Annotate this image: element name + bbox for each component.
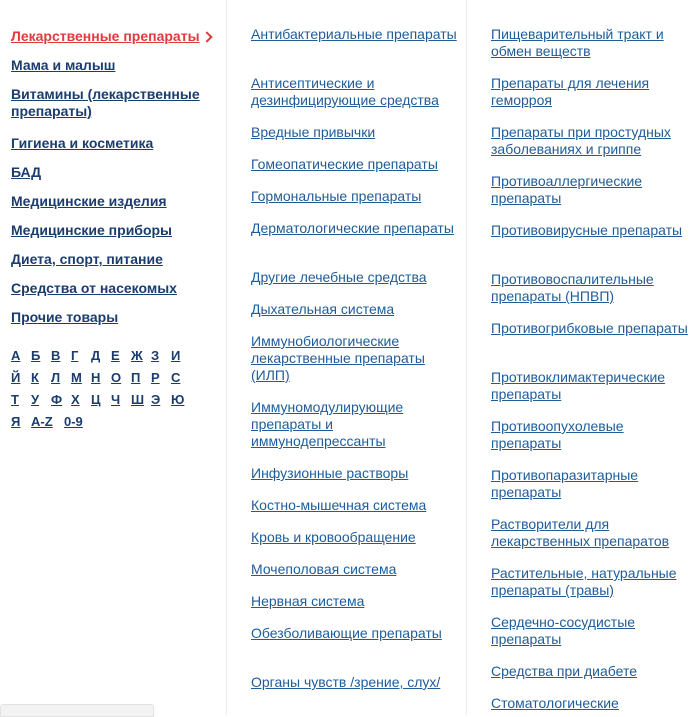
subcategory-link[interactable]: Препараты при простудных заболеваниях и гриппе	[491, 124, 671, 157]
category-link-медицинские-приборы[interactable]: Медицинские приборы	[11, 222, 173, 238]
subcategory-link[interactable]: Инфузионные растворы	[251, 465, 409, 481]
chevron-right-icon	[201, 31, 212, 42]
alphabet-letter[interactable]: Р	[151, 370, 160, 385]
alphabet-letter[interactable]: О	[111, 370, 122, 385]
category-sidebar	[0, 0, 226, 715]
alphabet-letter[interactable]: Д	[91, 348, 101, 363]
alphabet-letter[interactable]: У	[31, 392, 40, 407]
alphabet-letter[interactable]: К	[31, 370, 39, 385]
category-link-медицинские-изделия[interactable]: Медицинские изделия	[11, 193, 167, 209]
category-link-средства-от-насекомых[interactable]: Средства от насекомых	[11, 280, 177, 296]
alphabet-letter[interactable]: Л	[51, 370, 61, 385]
subcategory-link[interactable]: Противоклимактерические препараты	[491, 369, 666, 402]
category-link-гигиена-и-косметика[interactable]: Гигиена и косметика	[11, 135, 154, 151]
alphabet-letter[interactable]: З	[151, 348, 160, 363]
subcategory-link[interactable]: Антибактериальные препараты	[251, 26, 457, 42]
alphabet-letter[interactable]: Ж	[131, 348, 143, 363]
subcategory-column-2	[466, 0, 695, 715]
subcategory-link[interactable]: Растворители для лекарственных препаратов	[491, 516, 670, 549]
category-link-витамины-лекарственные-препараты[interactable]: Витамины (лекарственные препараты)	[11, 86, 200, 119]
alphabet-letter[interactable]: Ф	[51, 392, 63, 407]
subcategory-link[interactable]: Иммуномодулирующие препараты и иммунодепрессанты	[251, 399, 404, 449]
subcategory-link[interactable]: Кровь и кровообращение	[251, 529, 416, 545]
category-link-мама-и-малыш[interactable]: Мама и малыш	[11, 57, 116, 73]
alphabet-letter[interactable]: Ч	[111, 392, 121, 407]
alphabet-letter[interactable]: В	[51, 348, 61, 363]
subcategory-link[interactable]: Противоаллергические препараты	[491, 173, 643, 206]
alphabet-letter[interactable]: Б	[31, 348, 41, 363]
subcategory-link[interactable]: Противовоспалительные препараты (НПВП)	[491, 271, 654, 304]
subcategory-link[interactable]: Препараты для лечения геморроя	[491, 75, 650, 108]
subcategory-link[interactable]: Стоматологические	[491, 695, 619, 711]
subcategory-link[interactable]: Вредные привычки	[251, 124, 376, 140]
subcategory-link[interactable]: Средства при диабете	[491, 663, 637, 679]
subcategory-link[interactable]: Противопаразитарные препараты	[491, 467, 639, 500]
subcategory-link[interactable]: Растительные, натуральные препараты (травы)	[491, 565, 677, 598]
alphabet-letter[interactable]: Т	[11, 392, 19, 407]
subcategory-link[interactable]: Обезболивающие препараты	[251, 625, 442, 641]
category-link-диета-спорт-питание[interactable]: Диета, спорт, питание	[11, 251, 163, 267]
subcategory-link[interactable]: Гормональные препараты	[251, 188, 422, 204]
subcategory-link[interactable]: Противовирусные препараты	[491, 222, 683, 238]
subcategory-link[interactable]: Костно-мышечная система	[251, 497, 427, 513]
subcategory-link[interactable]: Сердечно-сосудистые препараты	[491, 614, 636, 647]
subcategory-link[interactable]: Противоопухолевые препараты	[491, 418, 624, 451]
alphabet-letter[interactable]: Г	[71, 348, 79, 363]
alphabet-letter[interactable]: С	[171, 370, 181, 385]
alphabet-letter[interactable]: Ц	[91, 392, 101, 407]
subcategory-link[interactable]: Органы чувств /зрение, слух/	[251, 674, 441, 690]
alphabet-letter[interactable]: Я	[11, 414, 21, 429]
alphabet-letter[interactable]: И	[171, 348, 181, 363]
subcategory-link[interactable]: Иммунобиологические лекарственные препараты (ИЛП)	[251, 333, 425, 383]
subcategory-link[interactable]: Пищеварительный тракт и обмен веществ	[491, 26, 664, 59]
alphabet-letter[interactable]: Й	[11, 370, 21, 385]
category-link-лекарственные-препараты[interactable]: Лекарственные препараты	[11, 28, 200, 44]
alphabet-letter[interactable]: П	[131, 370, 141, 385]
subcategory-link[interactable]: Противогрибковые препараты	[491, 320, 688, 336]
alphabet-letter[interactable]: Э	[151, 392, 161, 407]
alphabet-letter[interactable]: Ю	[171, 392, 185, 407]
alphabet-letter[interactable]: Е	[111, 348, 120, 363]
subcategory-link[interactable]: Мочеполовая система	[251, 561, 397, 577]
subcategory-link[interactable]: Дерматологические препараты	[251, 220, 454, 236]
subcategory-link[interactable]: Другие лечебные средства	[251, 269, 427, 285]
subcategory-column-1	[226, 0, 467, 715]
alphabet-letter[interactable]: Н	[91, 370, 101, 385]
alphabet-letter[interactable]: Ш	[131, 392, 145, 407]
subcategory-link[interactable]: Антисептические и дезинфицирующие средства	[251, 75, 439, 108]
subcategory-link[interactable]: Нервная система	[251, 593, 365, 609]
alphabet-letter[interactable]: Х	[71, 392, 80, 407]
subcategory-link[interactable]: Гомеопатические препараты	[251, 156, 438, 172]
alphabet-letter[interactable]: A-Z	[31, 414, 53, 429]
subcategory-link[interactable]: Дыхательная система	[251, 301, 395, 317]
category-link-прочие-товары[interactable]: Прочие товары	[11, 309, 119, 325]
alphabet-letter[interactable]: А	[11, 348, 21, 363]
category-link-бад[interactable]: БАД	[11, 164, 42, 180]
alphabet-letter[interactable]: 0-9	[64, 414, 83, 429]
alphabet-letter[interactable]: М	[71, 370, 82, 385]
horizontal-scrollbar[interactable]	[0, 704, 154, 717]
